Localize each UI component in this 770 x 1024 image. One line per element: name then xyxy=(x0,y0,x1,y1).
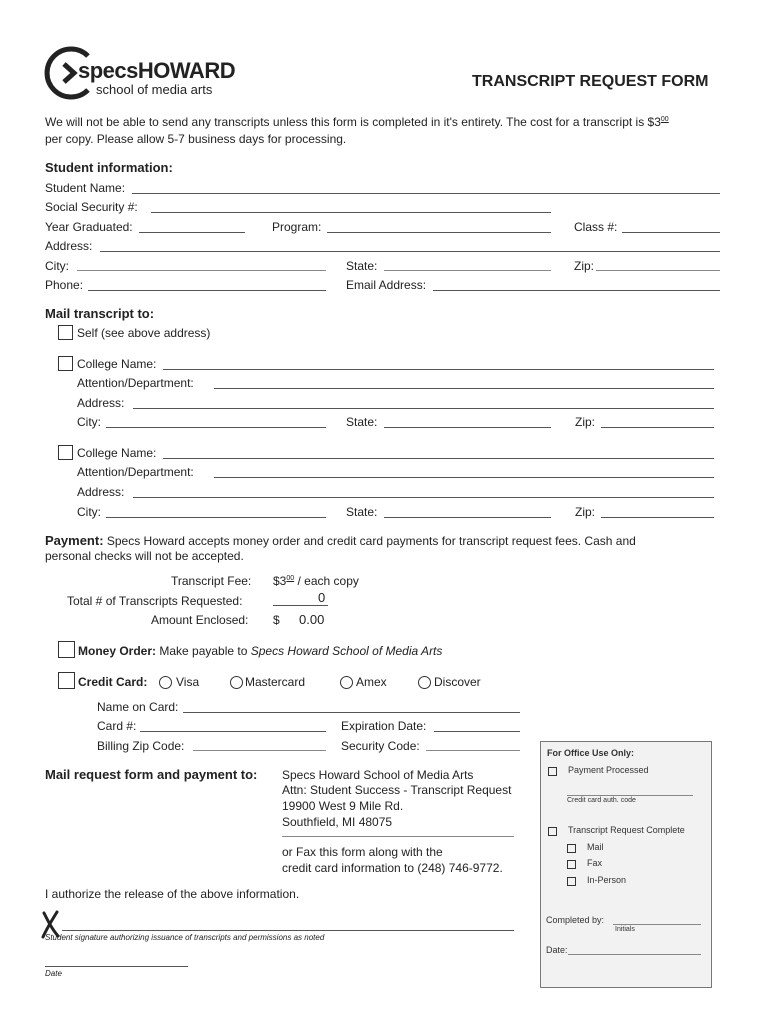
payment-text-2: personal checks will not be accepted. xyxy=(45,549,244,563)
intro-line-2: per copy. Please allow 5-7 business days for processing. xyxy=(45,132,347,146)
college-1-zip-field[interactable] xyxy=(601,427,714,428)
city-label: City: xyxy=(45,259,69,273)
initials-caption: Initials xyxy=(615,926,635,933)
security-code-label: Security Code: xyxy=(341,739,420,753)
mastercard-radio[interactable] xyxy=(230,676,243,689)
total-value[interactable]: 0 xyxy=(318,590,326,605)
complete-label: Transcript Request Complete xyxy=(568,825,685,835)
college-1-state-label: State: xyxy=(346,415,378,429)
auth-code-caption: Credit card auth. code xyxy=(567,797,636,804)
auth-code-field[interactable] xyxy=(567,795,693,796)
mail-request-divider xyxy=(282,836,514,837)
zip-label: Zip: xyxy=(574,259,595,273)
billing-zip-label: Billing Zip Code: xyxy=(97,739,185,753)
student-name-label: Student Name: xyxy=(45,181,126,195)
mail-request-line-3: 19900 West 9 Mile Rd. xyxy=(282,799,404,813)
year-graduated-label: Year Graduated: xyxy=(45,220,133,234)
fee-value: $\$3^{00}$ / each copy xyxy=(273,574,359,588)
credit-card-checkbox[interactable] xyxy=(58,672,75,689)
fax-label: Fax xyxy=(587,858,603,868)
college-2-state-label: State: xyxy=(346,505,378,519)
student-name-field[interactable] xyxy=(132,193,720,194)
fax-line-1: or Fax this form along with the xyxy=(282,845,443,859)
college-1-city-label: City: xyxy=(77,415,101,429)
college-1-zip-label: Zip: xyxy=(575,415,596,429)
card-num-field[interactable] xyxy=(140,731,326,732)
college-1-state-field[interactable] xyxy=(384,427,551,428)
program-field[interactable] xyxy=(327,232,551,233)
college-2-attention-field[interactable] xyxy=(214,477,714,478)
zip-field[interactable] xyxy=(596,270,720,271)
college-2-name-label: College Name: xyxy=(77,446,157,460)
phone-field[interactable] xyxy=(88,290,326,291)
email-field[interactable] xyxy=(433,290,720,291)
year-graduated-field[interactable] xyxy=(139,232,245,233)
amex-radio[interactable] xyxy=(340,676,353,689)
college-2-city-field[interactable] xyxy=(106,517,326,518)
money-order-checkbox[interactable] xyxy=(58,641,75,658)
ssn-field[interactable] xyxy=(151,212,551,213)
expiration-label: Expiration Date: xyxy=(341,719,427,733)
amount-label: Amount Enclosed: xyxy=(151,613,249,627)
state-label: State: xyxy=(346,259,378,273)
intro-line-1: We will not be able to send any transcripts unless this form is completed in it's entirety. The cost for a transcript is $\$3^{00}$ xyxy=(45,115,669,129)
complete-checkbox[interactable] xyxy=(548,827,557,836)
college-2-zip-field[interactable] xyxy=(601,517,714,518)
credit-card-label: Credit Card: xyxy=(78,675,148,689)
fax-line-2: credit card information to (248) 746-9772. xyxy=(282,861,503,875)
fee-label: Transcript Fee: xyxy=(171,574,252,588)
total-label: Total # of Transcripts Requested: xyxy=(67,594,243,608)
signature-caption: Student signature authorizing issuance of transcripts and permissions as noted xyxy=(45,933,325,942)
logo xyxy=(44,46,244,100)
amount-dollar: $ xyxy=(273,613,280,627)
date-caption: Date xyxy=(45,969,62,978)
college-2-address-field[interactable] xyxy=(133,497,714,498)
fax-checkbox[interactable] xyxy=(567,860,576,869)
class-num-field[interactable] xyxy=(622,232,720,233)
mail-label: Mail xyxy=(587,842,604,852)
office-use-box xyxy=(540,741,712,988)
completed-by-label: Completed by: xyxy=(546,915,605,925)
discover-radio[interactable] xyxy=(418,676,431,689)
office-date-label: Date: xyxy=(546,945,568,955)
class-num-label: Class #: xyxy=(574,220,618,234)
mastercard-label: Mastercard xyxy=(245,675,306,689)
name-on-card-field[interactable] xyxy=(183,712,520,713)
college-2-attention-label: Attention/Department: xyxy=(77,465,194,479)
in-person-checkbox[interactable] xyxy=(567,877,576,886)
mail-request-line-4: Southfield, MI 48075 xyxy=(282,815,393,829)
college-1-address-label: Address: xyxy=(77,396,125,410)
visa-label: Visa xyxy=(176,675,200,689)
mail-to-heading: Mail transcript to: xyxy=(45,306,155,321)
program-label: Program: xyxy=(272,220,322,234)
visa-radio[interactable] xyxy=(159,676,172,689)
signature-field[interactable] xyxy=(62,930,514,931)
college-1-name-field[interactable] xyxy=(163,369,714,370)
office-date-field[interactable] xyxy=(568,954,701,955)
total-field xyxy=(273,605,328,606)
address-label: Address: xyxy=(45,239,93,253)
payment-processed-checkbox[interactable] xyxy=(548,767,557,776)
payment-text-1: Payment: Specs Howard accepts money order and credit card payments for transcript request fees. Cash and xyxy=(45,533,636,548)
college-1-attention-label: Attention/Department: xyxy=(77,376,194,390)
college-1-checkbox[interactable] xyxy=(58,356,73,371)
mail-request-label: Mail request form and payment to: xyxy=(45,767,258,782)
college-2-address-label: Address: xyxy=(77,485,125,499)
amex-label: Amex xyxy=(356,675,387,689)
city-field[interactable] xyxy=(77,270,326,271)
discover-label: Discover xyxy=(434,675,481,689)
logo-tagline: school of media arts xyxy=(96,82,213,97)
in-person-label: In-Person xyxy=(587,875,627,885)
completed-by-field[interactable] xyxy=(613,924,701,925)
phone-label: Phone: xyxy=(45,278,84,292)
mail-request-line-2: Attn: Student Success - Transcript Request xyxy=(282,783,512,797)
amount-value[interactable]: 0.00 xyxy=(299,612,325,627)
college-2-name-field[interactable] xyxy=(163,458,714,459)
self-checkbox[interactable] xyxy=(58,325,73,340)
college-1-address-field[interactable] xyxy=(133,408,714,409)
college-1-city-field[interactable] xyxy=(106,427,326,428)
money-order-text: Money Order: Make payable to Specs Howard School of Media Arts xyxy=(78,644,443,658)
card-num-label: Card #: xyxy=(97,719,137,733)
payment-processed-label: Payment Processed xyxy=(568,765,649,775)
security-code-field[interactable] xyxy=(426,750,520,751)
self-label: Self (see above address) xyxy=(77,326,211,340)
name-on-card-label: Name on Card: xyxy=(97,700,179,714)
college-2-state-field[interactable] xyxy=(384,517,551,518)
college-1-name-label: College Name: xyxy=(77,357,157,371)
ssn-label: Social Security #: xyxy=(45,200,138,214)
billing-zip-field[interactable] xyxy=(193,750,326,751)
date-field[interactable] xyxy=(45,966,188,967)
address-field[interactable] xyxy=(100,251,720,252)
college-2-checkbox[interactable] xyxy=(58,445,73,460)
logo-brand: specsHOWARD xyxy=(78,58,236,83)
mail-request-line-1: Specs Howard School of Media Arts xyxy=(282,768,474,782)
college-2-zip-label: Zip: xyxy=(575,505,596,519)
college-2-city-label: City: xyxy=(77,505,101,519)
expiration-field[interactable] xyxy=(434,731,520,732)
state-field[interactable] xyxy=(384,270,551,271)
authorize-text: I authorize the release of the above information. xyxy=(45,887,300,901)
email-label: Email Address: xyxy=(346,278,427,292)
student-info-heading: Student information: xyxy=(45,160,173,175)
college-1-attention-field[interactable] xyxy=(214,388,714,389)
office-title: For Office Use Only: xyxy=(547,748,635,758)
mail-checkbox[interactable] xyxy=(567,844,576,853)
form-title: TRANSCRIPT REQUEST FORM xyxy=(472,73,709,90)
